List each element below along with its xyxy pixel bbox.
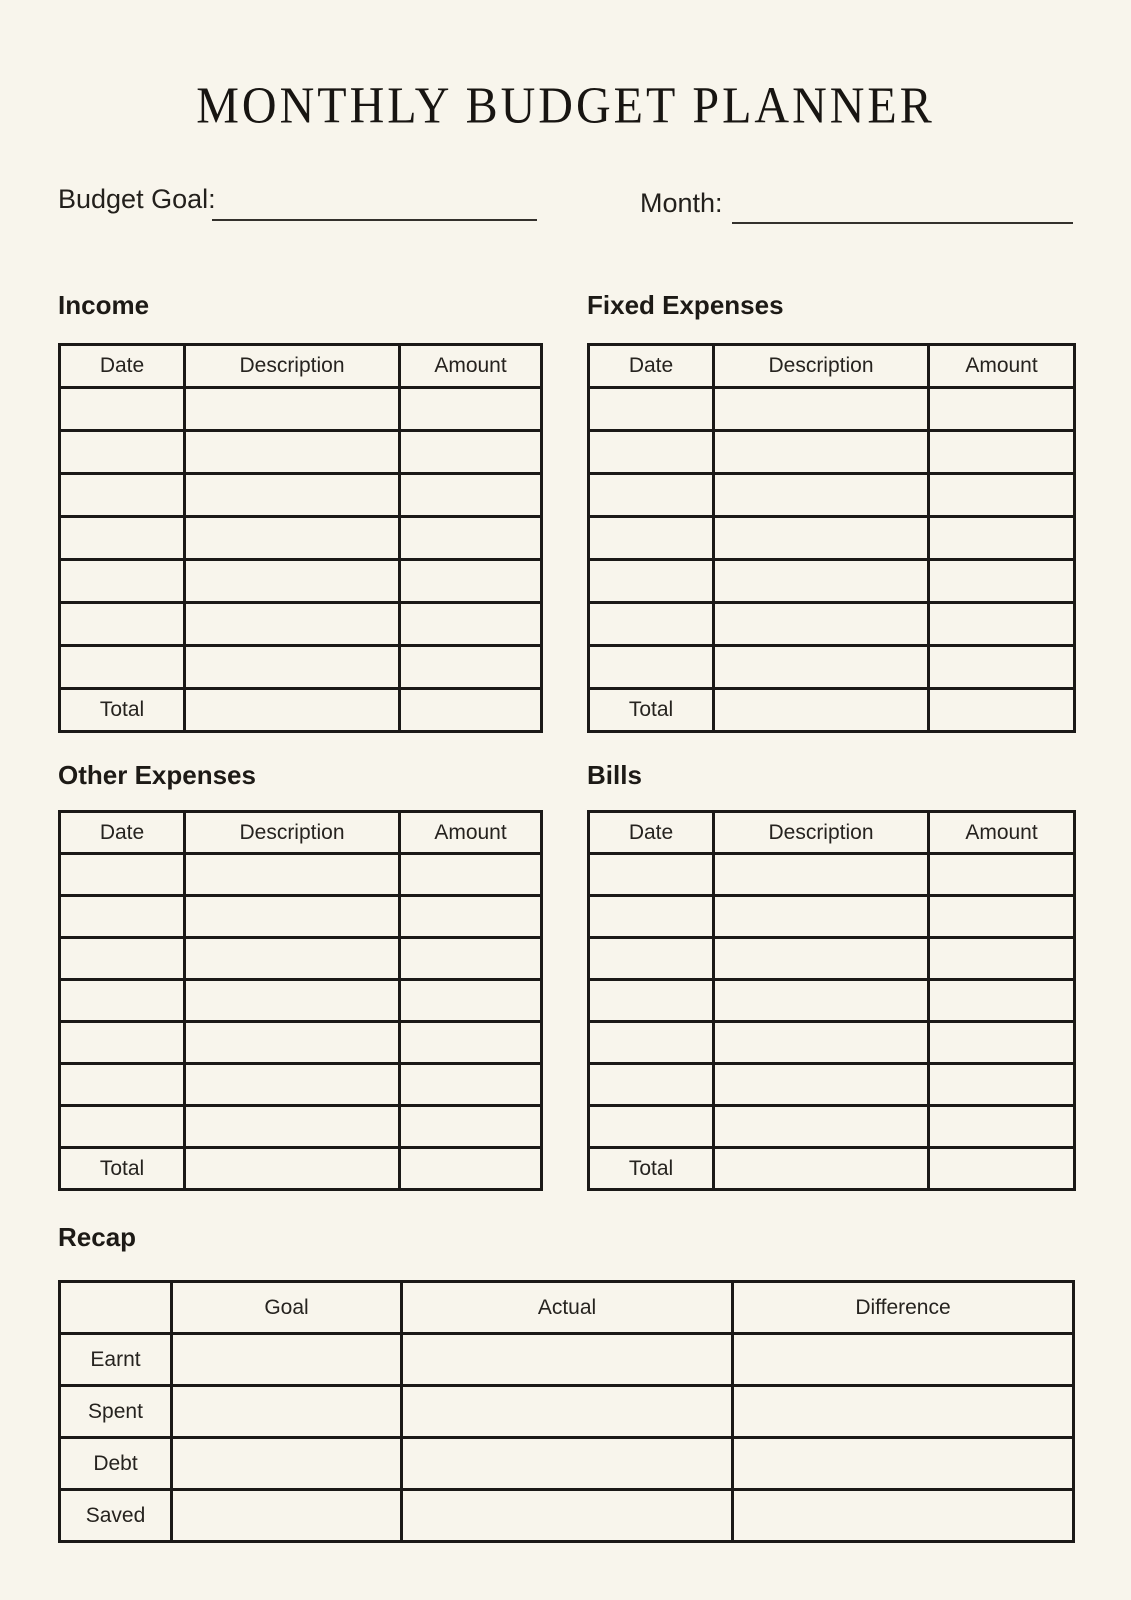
empty-cell	[714, 689, 929, 732]
header-row	[589, 345, 1075, 388]
empty-cell	[172, 1490, 402, 1542]
empty-cell	[929, 689, 1075, 732]
recap-col-difference: Difference	[733, 1282, 1074, 1334]
empty-cell	[714, 980, 929, 1022]
header-row	[60, 345, 542, 388]
income-col-amount: Amount	[400, 345, 542, 388]
empty-cell	[400, 431, 542, 474]
bills-section-title: Bills	[587, 760, 642, 790]
empty-cell	[589, 603, 714, 646]
empty-cell	[733, 1386, 1074, 1438]
empty-row	[589, 1106, 1075, 1148]
empty-cell	[60, 646, 185, 689]
recap-row-debt	[60, 1438, 1074, 1490]
empty-cell	[402, 1334, 733, 1386]
empty-row	[589, 854, 1075, 896]
empty-cell	[589, 938, 714, 980]
other-expenses-total-label: Total	[60, 1148, 185, 1190]
empty-cell	[589, 388, 714, 431]
empty-cell	[400, 474, 542, 517]
empty-row	[589, 1022, 1075, 1064]
empty-cell	[60, 938, 185, 980]
empty-row	[60, 431, 542, 474]
empty-row	[589, 388, 1075, 431]
empty-cell	[714, 603, 929, 646]
bills-table-header	[589, 812, 1075, 854]
empty-row	[589, 603, 1075, 646]
income-total-label: Total	[60, 689, 185, 732]
empty-cell	[185, 689, 400, 732]
bills-total-label: Total	[589, 1148, 714, 1190]
empty-cell	[60, 603, 185, 646]
empty-cell	[589, 1022, 714, 1064]
empty-cell	[185, 1106, 400, 1148]
empty-cell	[589, 560, 714, 603]
empty-cell	[929, 517, 1075, 560]
other-expenses-col-amount: Amount	[400, 812, 542, 854]
total-row	[589, 1148, 1075, 1190]
empty-cell	[714, 1148, 929, 1190]
empty-cell	[589, 517, 714, 560]
empty-cell	[714, 1106, 929, 1148]
fixed-expenses-col-amount: Amount	[929, 345, 1075, 388]
empty-cell	[929, 1022, 1075, 1064]
empty-cell	[185, 560, 400, 603]
empty-cell	[60, 896, 185, 938]
recap-col-blank	[60, 1282, 172, 1334]
recap-row-label: Earnt	[60, 1334, 172, 1386]
empty-row	[589, 560, 1075, 603]
empty-row	[60, 896, 542, 938]
empty-row	[589, 1064, 1075, 1106]
empty-cell	[185, 1148, 400, 1190]
total-row	[589, 689, 1075, 732]
total-row	[60, 689, 542, 732]
empty-cell	[400, 980, 542, 1022]
empty-cell	[185, 980, 400, 1022]
empty-cell	[400, 646, 542, 689]
recap-table-header	[60, 1282, 1074, 1334]
empty-cell	[733, 1490, 1074, 1542]
empty-cell	[733, 1334, 1074, 1386]
other-expenses-col-description: Description	[185, 812, 400, 854]
empty-cell	[929, 388, 1075, 431]
header-row	[589, 812, 1075, 854]
empty-cell	[60, 431, 185, 474]
empty-cell	[172, 1386, 402, 1438]
income-col-description: Description	[185, 345, 400, 388]
empty-cell	[185, 938, 400, 980]
recap-col-actual: Actual	[402, 1282, 733, 1334]
bills-col-date: Date	[589, 812, 714, 854]
empty-cell	[185, 603, 400, 646]
empty-row	[589, 431, 1075, 474]
bills-col-description: Description	[714, 812, 929, 854]
empty-cell	[589, 980, 714, 1022]
recap-row-label: Spent	[60, 1386, 172, 1438]
recap-section-title: Recap	[58, 1222, 137, 1252]
empty-cell	[589, 1106, 714, 1148]
empty-cell	[185, 517, 400, 560]
empty-cell	[185, 474, 400, 517]
recap-row-spent	[60, 1386, 1074, 1438]
empty-row	[589, 980, 1075, 1022]
empty-row	[60, 1106, 542, 1148]
other-expenses-table-header	[60, 812, 542, 854]
empty-cell	[400, 1064, 542, 1106]
empty-cell	[714, 896, 929, 938]
fixed-expenses-col-date: Date	[589, 345, 714, 388]
fixed-expenses-section-title: Fixed Expenses	[587, 290, 784, 320]
month-line	[732, 222, 1073, 224]
empty-cell	[714, 474, 929, 517]
empty-cell	[714, 854, 929, 896]
recap-row-label: Saved	[60, 1490, 172, 1542]
empty-cell	[589, 854, 714, 896]
empty-cell	[402, 1490, 733, 1542]
income-section-title: Income	[58, 290, 150, 320]
empty-cell	[929, 854, 1075, 896]
empty-cell	[400, 1106, 542, 1148]
empty-cell	[400, 1148, 542, 1190]
empty-cell	[60, 854, 185, 896]
empty-row	[589, 938, 1075, 980]
empty-row	[589, 646, 1075, 689]
empty-cell	[929, 980, 1075, 1022]
month-label: Month:	[640, 188, 723, 218]
empty-row	[60, 560, 542, 603]
empty-cell	[929, 938, 1075, 980]
empty-row	[589, 474, 1075, 517]
income-col-date: Date	[60, 345, 185, 388]
empty-row	[60, 474, 542, 517]
empty-cell	[714, 388, 929, 431]
empty-cell	[400, 896, 542, 938]
empty-cell	[929, 646, 1075, 689]
empty-cell	[185, 896, 400, 938]
empty-row	[60, 980, 542, 1022]
empty-cell	[929, 603, 1075, 646]
empty-row	[60, 1022, 542, 1064]
empty-cell	[400, 603, 542, 646]
empty-cell	[185, 1064, 400, 1106]
empty-cell	[589, 646, 714, 689]
empty-cell	[929, 431, 1075, 474]
empty-cell	[400, 854, 542, 896]
empty-row	[589, 517, 1075, 560]
empty-row	[60, 938, 542, 980]
other-expenses-table	[58, 810, 543, 1191]
empty-cell	[400, 388, 542, 431]
empty-cell	[714, 517, 929, 560]
empty-cell	[60, 517, 185, 560]
fixed-expenses-total-label: Total	[589, 689, 714, 732]
empty-cell	[929, 896, 1075, 938]
header-row	[60, 812, 542, 854]
recap-row-label: Debt	[60, 1438, 172, 1490]
empty-cell	[185, 388, 400, 431]
empty-cell	[60, 980, 185, 1022]
empty-cell	[60, 1106, 185, 1148]
empty-cell	[714, 646, 929, 689]
empty-cell	[589, 474, 714, 517]
empty-cell	[929, 1064, 1075, 1106]
bills-table	[587, 810, 1076, 1191]
other-expenses-col-date: Date	[60, 812, 185, 854]
income-table-header	[60, 345, 542, 388]
empty-cell	[714, 1022, 929, 1064]
empty-row	[589, 896, 1075, 938]
fixed-expenses-table	[587, 343, 1076, 733]
empty-cell	[60, 1022, 185, 1064]
empty-cell	[714, 938, 929, 980]
recap-table	[58, 1280, 1075, 1543]
empty-cell	[714, 560, 929, 603]
empty-row	[60, 388, 542, 431]
empty-row	[60, 517, 542, 560]
empty-cell	[714, 1064, 929, 1106]
empty-cell	[589, 896, 714, 938]
empty-cell	[172, 1334, 402, 1386]
total-row	[60, 1148, 542, 1190]
empty-cell	[714, 431, 929, 474]
empty-cell	[60, 560, 185, 603]
budget-goal-label: Budget Goal:	[58, 184, 216, 214]
fixed-expenses-table-header	[589, 345, 1075, 388]
income-table	[58, 343, 543, 733]
empty-cell	[400, 689, 542, 732]
empty-cell	[929, 1148, 1075, 1190]
empty-cell	[400, 560, 542, 603]
budget-goal-line	[212, 219, 537, 221]
empty-row	[60, 854, 542, 896]
header-row	[60, 1282, 1074, 1334]
empty-cell	[929, 474, 1075, 517]
empty-cell	[60, 1064, 185, 1106]
fixed-expenses-col-description: Description	[714, 345, 929, 388]
empty-cell	[929, 560, 1075, 603]
empty-cell	[172, 1438, 402, 1490]
empty-cell	[402, 1386, 733, 1438]
recap-row-earnt	[60, 1334, 1074, 1386]
empty-cell	[60, 474, 185, 517]
empty-cell	[733, 1438, 1074, 1490]
empty-cell	[60, 388, 185, 431]
other-expenses-section-title: Other Expenses	[58, 760, 256, 790]
empty-row	[60, 1064, 542, 1106]
empty-cell	[402, 1438, 733, 1490]
empty-cell	[589, 431, 714, 474]
empty-cell	[185, 1022, 400, 1064]
empty-cell	[589, 1064, 714, 1106]
empty-cell	[929, 1106, 1075, 1148]
bills-col-amount: Amount	[929, 812, 1075, 854]
empty-cell	[400, 938, 542, 980]
empty-cell	[400, 1022, 542, 1064]
recap-row-saved	[60, 1490, 1074, 1542]
empty-row	[60, 603, 542, 646]
empty-cell	[185, 646, 400, 689]
recap-col-goal: Goal	[172, 1282, 402, 1334]
page-title: MONTHLY BUDGET PLANNER	[196, 77, 935, 135]
empty-cell	[185, 431, 400, 474]
empty-row	[60, 646, 542, 689]
empty-cell	[185, 854, 400, 896]
empty-cell	[400, 517, 542, 560]
